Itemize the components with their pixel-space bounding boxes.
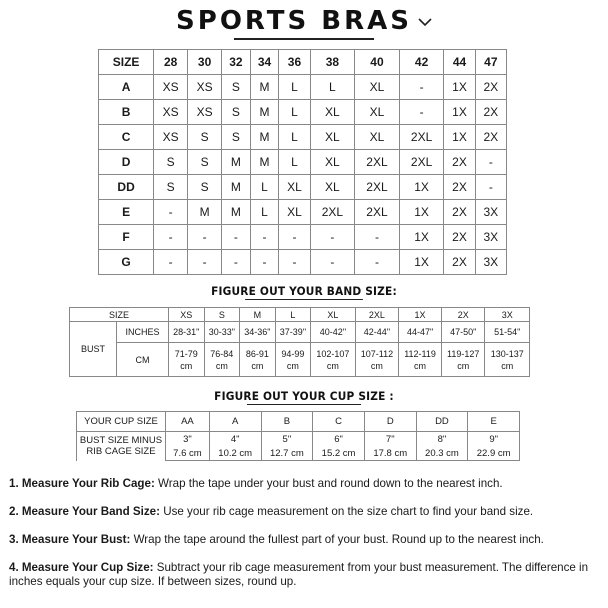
- size-chart-header-row: [99, 50, 507, 75]
- size-cell: XS: [154, 125, 188, 150]
- band-size-heading: [24, 284, 583, 300]
- size-cell: M: [250, 125, 279, 150]
- cup-size-heading: [24, 389, 583, 405]
- size-cell: S: [222, 125, 251, 150]
- step-text: Wrap the tape around the fullest part of your bust. Round up to the nearest inch.: [130, 533, 544, 546]
- size-cell: -: [475, 175, 506, 200]
- size-cell: XS: [154, 100, 188, 125]
- size-cell: XL: [310, 175, 355, 200]
- size-cell: XL: [279, 175, 310, 200]
- band-cm-cell: [485, 343, 530, 377]
- size-cell: 2X: [444, 150, 475, 175]
- band-cm-value: 112-119: [404, 348, 436, 359]
- size-cell: -: [188, 225, 222, 250]
- step-heading: 4. Measure Your Cup Size:: [9, 561, 154, 574]
- size-cell: 2XL: [310, 200, 355, 225]
- band-cm-cell: [240, 343, 276, 377]
- band-cm-value: 86-91: [245, 348, 269, 359]
- inches-label: INCHES: [117, 322, 169, 343]
- band-cm-value: 71-79: [174, 348, 198, 359]
- size-cell: XL: [279, 200, 310, 225]
- band-cm-unit: cm: [286, 360, 299, 371]
- cup-cm-cell: 20.3 cm: [416, 446, 468, 461]
- band-header-cell: 40: [355, 50, 400, 75]
- band-size-cell: M: [240, 308, 276, 322]
- cup-row-header: F: [99, 225, 154, 250]
- cup-cm-cell: 17.8 cm: [364, 446, 416, 461]
- size-cell: 2X: [475, 100, 506, 125]
- size-cell: 2XL: [355, 175, 400, 200]
- cup-row-header: D: [99, 150, 154, 175]
- band-cm-cell: [311, 343, 355, 377]
- size-cell: -: [279, 225, 310, 250]
- size-cell: -: [222, 225, 251, 250]
- cup-letter-cell: B: [261, 412, 313, 432]
- band-inches-cell: 44-47": [399, 322, 442, 343]
- size-chart-row: [99, 75, 507, 100]
- size-cell: -: [399, 100, 444, 125]
- band-cm-cell: [275, 343, 311, 377]
- band-inches-cell: 51-54": [485, 322, 530, 343]
- bust-minus-label-line1: BUST SIZE MINUS: [79, 435, 163, 447]
- size-cell: XS: [188, 100, 222, 125]
- size-cell: -: [355, 225, 400, 250]
- band-cm-value: 76-84: [210, 348, 234, 359]
- band-inches-cell: 28-31": [169, 322, 205, 343]
- size-cell: S: [154, 175, 188, 200]
- size-cell: XS: [154, 75, 188, 100]
- band-size-cell: 1X: [399, 308, 442, 322]
- cup-row-header: B: [99, 100, 154, 125]
- band-cm-unit: cm: [501, 360, 514, 371]
- title-underline: [234, 38, 374, 40]
- size-cell: 2X: [444, 200, 475, 225]
- size-chart-row: [99, 175, 507, 200]
- band-inches-cell: 40-42": [311, 322, 355, 343]
- size-cell: -: [154, 200, 188, 225]
- size-cell: L: [279, 75, 310, 100]
- band-header-cell: 38: [310, 50, 355, 75]
- size-cell: S: [188, 175, 222, 200]
- cup-row-header: G: [99, 250, 154, 275]
- size-cell: L: [250, 175, 279, 200]
- cup-size-label: YOUR CUP SIZE: [77, 412, 166, 432]
- size-cell: -: [250, 250, 279, 275]
- band-cm-unit: cm: [414, 360, 427, 371]
- size-cell: L: [250, 200, 279, 225]
- cup-size-heading-underline: [247, 404, 361, 405]
- cup-inches-cell: 8": [416, 432, 468, 447]
- cup-letter-cell: A: [209, 412, 261, 432]
- cup-letter-cell: AA: [166, 412, 210, 432]
- size-cell: -: [279, 250, 310, 275]
- cup-letter-cell: DD: [416, 412, 468, 432]
- size-cell: -: [310, 225, 355, 250]
- band-inches-cell: 42-44": [355, 322, 399, 343]
- step-item: [9, 505, 605, 519]
- band-cm-cell: [169, 343, 205, 377]
- cup-row-header: DD: [99, 175, 154, 200]
- size-cell: -: [355, 250, 400, 275]
- size-cell: 2X: [444, 225, 475, 250]
- band-size-cell: L: [275, 308, 311, 322]
- size-cell: -: [188, 250, 222, 275]
- size-cell: M: [188, 200, 222, 225]
- size-header-cell: SIZE: [99, 50, 154, 75]
- size-cell: 2XL: [399, 125, 444, 150]
- size-cell: M: [250, 100, 279, 125]
- step-text: Wrap the tape under your bust and round down to the nearest inch.: [154, 477, 503, 490]
- band-cm-unit: cm: [457, 360, 470, 371]
- size-cell: L: [279, 100, 310, 125]
- band-size-cell: XS: [169, 308, 205, 322]
- band-cm-value: 94-99: [281, 348, 305, 359]
- size-cell: 2XL: [399, 150, 444, 175]
- size-cell: XL: [310, 100, 355, 125]
- band-inches-cell: 30-33": [204, 322, 240, 343]
- size-cell: XL: [355, 100, 400, 125]
- cup-row-header: C: [99, 125, 154, 150]
- band-header-cell: 30: [188, 50, 222, 75]
- size-cell: -: [154, 250, 188, 275]
- size-cell: S: [222, 100, 251, 125]
- size-cell: 2X: [475, 125, 506, 150]
- size-cell: L: [279, 150, 310, 175]
- size-cell: -: [222, 250, 251, 275]
- cup-row-header: E: [99, 200, 154, 225]
- band-header-cell: 34: [250, 50, 279, 75]
- size-chart-row: [99, 225, 507, 250]
- page-title-text: SPORTS BRAS: [176, 6, 412, 36]
- size-cell: S: [188, 125, 222, 150]
- cup-letter-cell: D: [364, 412, 416, 432]
- size-chart-row: [99, 125, 507, 150]
- size-cell: 2X: [475, 75, 506, 100]
- size-cell: 2X: [444, 250, 475, 275]
- chevron-down-icon[interactable]: [418, 15, 432, 29]
- size-chart-table: [98, 49, 507, 275]
- band-cm-value: 119-127: [447, 348, 480, 359]
- cm-label: CM: [117, 343, 169, 377]
- size-cell: XL: [355, 75, 400, 100]
- band-cm-unit: cm: [180, 360, 193, 371]
- band-size-cell: XL: [311, 308, 355, 322]
- cup-inches-cell: 4": [209, 432, 261, 447]
- size-chart-row: [99, 100, 507, 125]
- size-cell: L: [279, 125, 310, 150]
- band-cm-unit: cm: [215, 360, 228, 371]
- cup-inches-cell: 5": [261, 432, 313, 447]
- cup-cm-cell: 12.7 cm: [261, 446, 313, 461]
- size-cell: S: [188, 150, 222, 175]
- size-cell: 1X: [399, 250, 444, 275]
- bust-label: BUST: [70, 322, 117, 377]
- cup-inches-cell: 6": [313, 432, 365, 447]
- size-cell: 3X: [475, 225, 506, 250]
- size-cell: 2XL: [355, 150, 400, 175]
- size-cell: 1X: [444, 125, 475, 150]
- cup-letter-cell: C: [313, 412, 365, 432]
- band-header-cell: 36: [279, 50, 310, 75]
- size-cell: 1X: [399, 200, 444, 225]
- band-header-cell: 32: [222, 50, 251, 75]
- size-cell: 1X: [444, 75, 475, 100]
- step-item: [9, 477, 605, 491]
- step-heading: 3. Measure Your Bust:: [9, 533, 131, 546]
- cup-cm-cell: 7.6 cm: [166, 446, 210, 461]
- cup-inches-cell: 7": [364, 432, 416, 447]
- band-size-label: SIZE: [70, 308, 169, 322]
- band-cm-cell: [441, 343, 485, 377]
- size-cell: XL: [310, 125, 355, 150]
- cup-cm-cell: 10.2 cm: [209, 446, 261, 461]
- bust-minus-rib-label: [77, 432, 166, 461]
- step-heading: 2. Measure Your Band Size:: [9, 505, 160, 518]
- band-inches-cell: 37-39": [275, 322, 311, 343]
- step-item: [9, 561, 605, 589]
- band-header-cell: 28: [154, 50, 188, 75]
- size-cell: L: [310, 75, 355, 100]
- band-cm-value: 102-107: [316, 348, 350, 359]
- cup-inches-cell: 3": [166, 432, 210, 447]
- size-cell: 1X: [399, 175, 444, 200]
- cup-cm-cell: 22.9 cm: [468, 446, 520, 461]
- bust-minus-label-line2: RIB CAGE SIZE: [86, 446, 156, 458]
- size-cell: -: [475, 150, 506, 175]
- page-title: [176, 6, 432, 36]
- size-chart-row: [99, 150, 507, 175]
- band-cm-unit: cm: [251, 360, 264, 371]
- size-cell: S: [222, 75, 251, 100]
- band-cm-cell: [355, 343, 399, 377]
- size-cell: S: [154, 150, 188, 175]
- size-chart-row: [99, 250, 507, 275]
- band-header-cell: 44: [444, 50, 475, 75]
- size-cell: 3X: [475, 250, 506, 275]
- band-size-cell: 2X: [441, 308, 485, 322]
- size-cell: -: [154, 225, 188, 250]
- band-inches-cell: 47-50": [441, 322, 485, 343]
- band-cm-cell: [399, 343, 442, 377]
- size-cell: M: [250, 75, 279, 100]
- size-cell: XL: [355, 125, 400, 150]
- step-text: Subtract your rib cage measurement from your bust measurement. The difference in inches equals your cup size. If between sizes, round up.: [9, 561, 589, 588]
- size-cell: M: [222, 150, 251, 175]
- cup-letter-cell: E: [468, 412, 520, 432]
- size-cell: 1X: [399, 225, 444, 250]
- size-cell: 2X: [444, 175, 475, 200]
- band-size-cell: S: [204, 308, 240, 322]
- band-size-cell: 3X: [485, 308, 530, 322]
- band-cm-unit: cm: [326, 360, 339, 371]
- band-cm-value: 130-137: [490, 348, 524, 359]
- cup-inches-cell: 9": [468, 432, 520, 447]
- size-cell: -: [310, 250, 355, 275]
- band-size-table: [69, 307, 530, 377]
- band-size-heading-text: FIGURE OUT YOUR BAND SIZE:: [211, 284, 397, 298]
- cup-size-table: [76, 411, 520, 461]
- size-cell: M: [222, 200, 251, 225]
- band-cm-value: 107-112: [360, 348, 394, 359]
- band-size-heading-underline: [245, 299, 363, 300]
- band-size-cell: 2XL: [355, 308, 399, 322]
- cup-size-heading-text: FIGURE OUT YOUR CUP SIZE :: [214, 389, 394, 403]
- size-cell: XS: [188, 75, 222, 100]
- step-item: [9, 533, 605, 547]
- page-header: [0, 6, 608, 36]
- size-cell: M: [222, 175, 251, 200]
- step-heading: 1. Measure Your Rib Cage:: [9, 477, 155, 490]
- band-header-cell: 47: [475, 50, 506, 75]
- cup-row-header: A: [99, 75, 154, 100]
- step-text: Use your rib cage measurement on the size chart to find your band size.: [159, 505, 534, 518]
- size-cell: M: [250, 150, 279, 175]
- cup-cm-cell: 15.2 cm: [313, 446, 365, 461]
- band-cm-unit: cm: [370, 360, 383, 371]
- size-cell: XL: [310, 150, 355, 175]
- size-cell: -: [250, 225, 279, 250]
- size-cell: 1X: [444, 100, 475, 125]
- band-inches-cell: 34-36": [240, 322, 276, 343]
- size-chart-row: [99, 200, 507, 225]
- band-header-cell: 42: [399, 50, 444, 75]
- band-cm-cell: [204, 343, 240, 377]
- size-cell: 3X: [475, 200, 506, 225]
- size-cell: 2XL: [355, 200, 400, 225]
- size-cell: -: [399, 75, 444, 100]
